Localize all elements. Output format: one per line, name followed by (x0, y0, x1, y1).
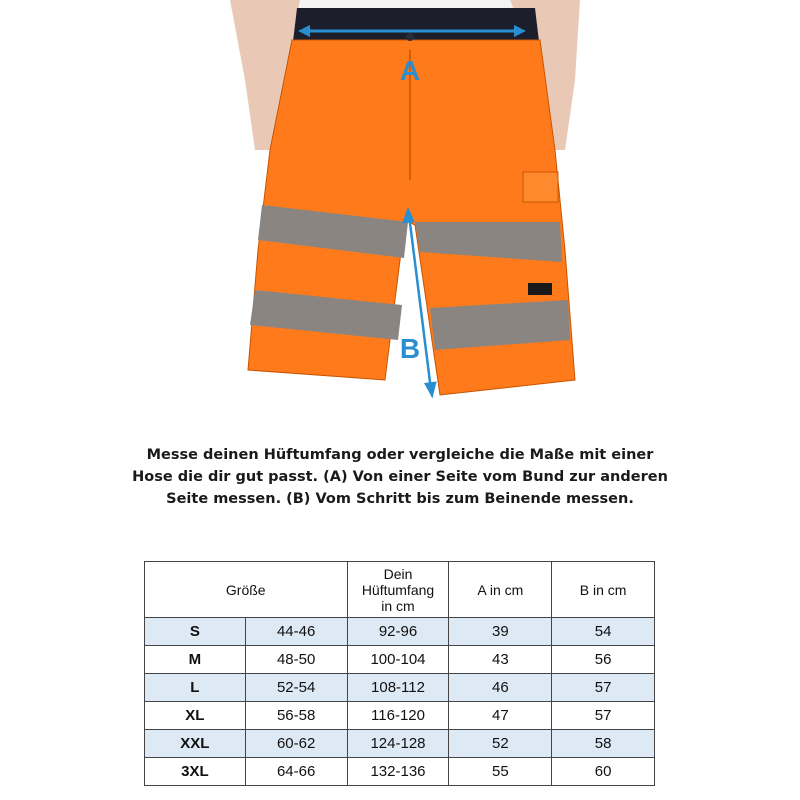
cell-b: 56 (552, 646, 655, 674)
measurement-instructions (100, 444, 700, 510)
cell-hip: 108-112 (347, 674, 449, 702)
size-chart (144, 561, 655, 786)
label-a: A (399, 55, 421, 86)
cell-a: 39 (449, 618, 552, 646)
cell-hip: 124-128 (347, 730, 449, 758)
cell-eu: 64-66 (245, 758, 347, 786)
cell-size: XXL (145, 730, 246, 758)
instruction-line: Hose die dir gut passt. (A) Von einer Seite vom Bund zur anderen (132, 469, 668, 485)
cell-a: 46 (449, 674, 552, 702)
cell-a: 55 (449, 758, 552, 786)
cell-hip: 132-136 (347, 758, 449, 786)
label-b: B (399, 333, 421, 364)
header-size: Größe (145, 562, 348, 618)
cell-hip: 116-120 (347, 702, 449, 730)
cell-size: L (145, 674, 246, 702)
cell-a: 52 (449, 730, 552, 758)
cell-hip: 92-96 (347, 618, 449, 646)
header-a: A in cm (449, 562, 552, 618)
cell-eu: 60-62 (245, 730, 347, 758)
header-row (145, 562, 655, 618)
cell-b: 58 (552, 730, 655, 758)
cell-b: 57 (552, 674, 655, 702)
cell-a: 43 (449, 646, 552, 674)
header-b: B in cm (552, 562, 655, 618)
cell-size: S (145, 618, 246, 646)
instruction-line: Seite messen. (B) Vom Schritt bis zum Beinende messen. (166, 491, 634, 507)
table-row (145, 618, 655, 646)
table-row (145, 646, 655, 674)
table-row (145, 674, 655, 702)
table-row (145, 758, 655, 786)
brand-label (528, 283, 552, 295)
cell-eu: 52-54 (245, 674, 347, 702)
cell-size: M (145, 646, 246, 674)
cell-b: 57 (552, 702, 655, 730)
cell-eu: 48-50 (245, 646, 347, 674)
header-hip: Dein Hüftumfang in cm (347, 562, 449, 618)
cell-b: 60 (552, 758, 655, 786)
cell-a: 47 (449, 702, 552, 730)
cell-eu: 44-46 (245, 618, 347, 646)
cell-hip: 100-104 (347, 646, 449, 674)
cell-b: 54 (552, 618, 655, 646)
table-row (145, 730, 655, 758)
cell-eu: 56-58 (245, 702, 347, 730)
table-row (145, 702, 655, 730)
cell-size: 3XL (145, 758, 246, 786)
cell-size: XL (145, 702, 246, 730)
instruction-line: Messe deinen Hüftumfang oder vergleiche die Maße mit einer (146, 447, 654, 463)
